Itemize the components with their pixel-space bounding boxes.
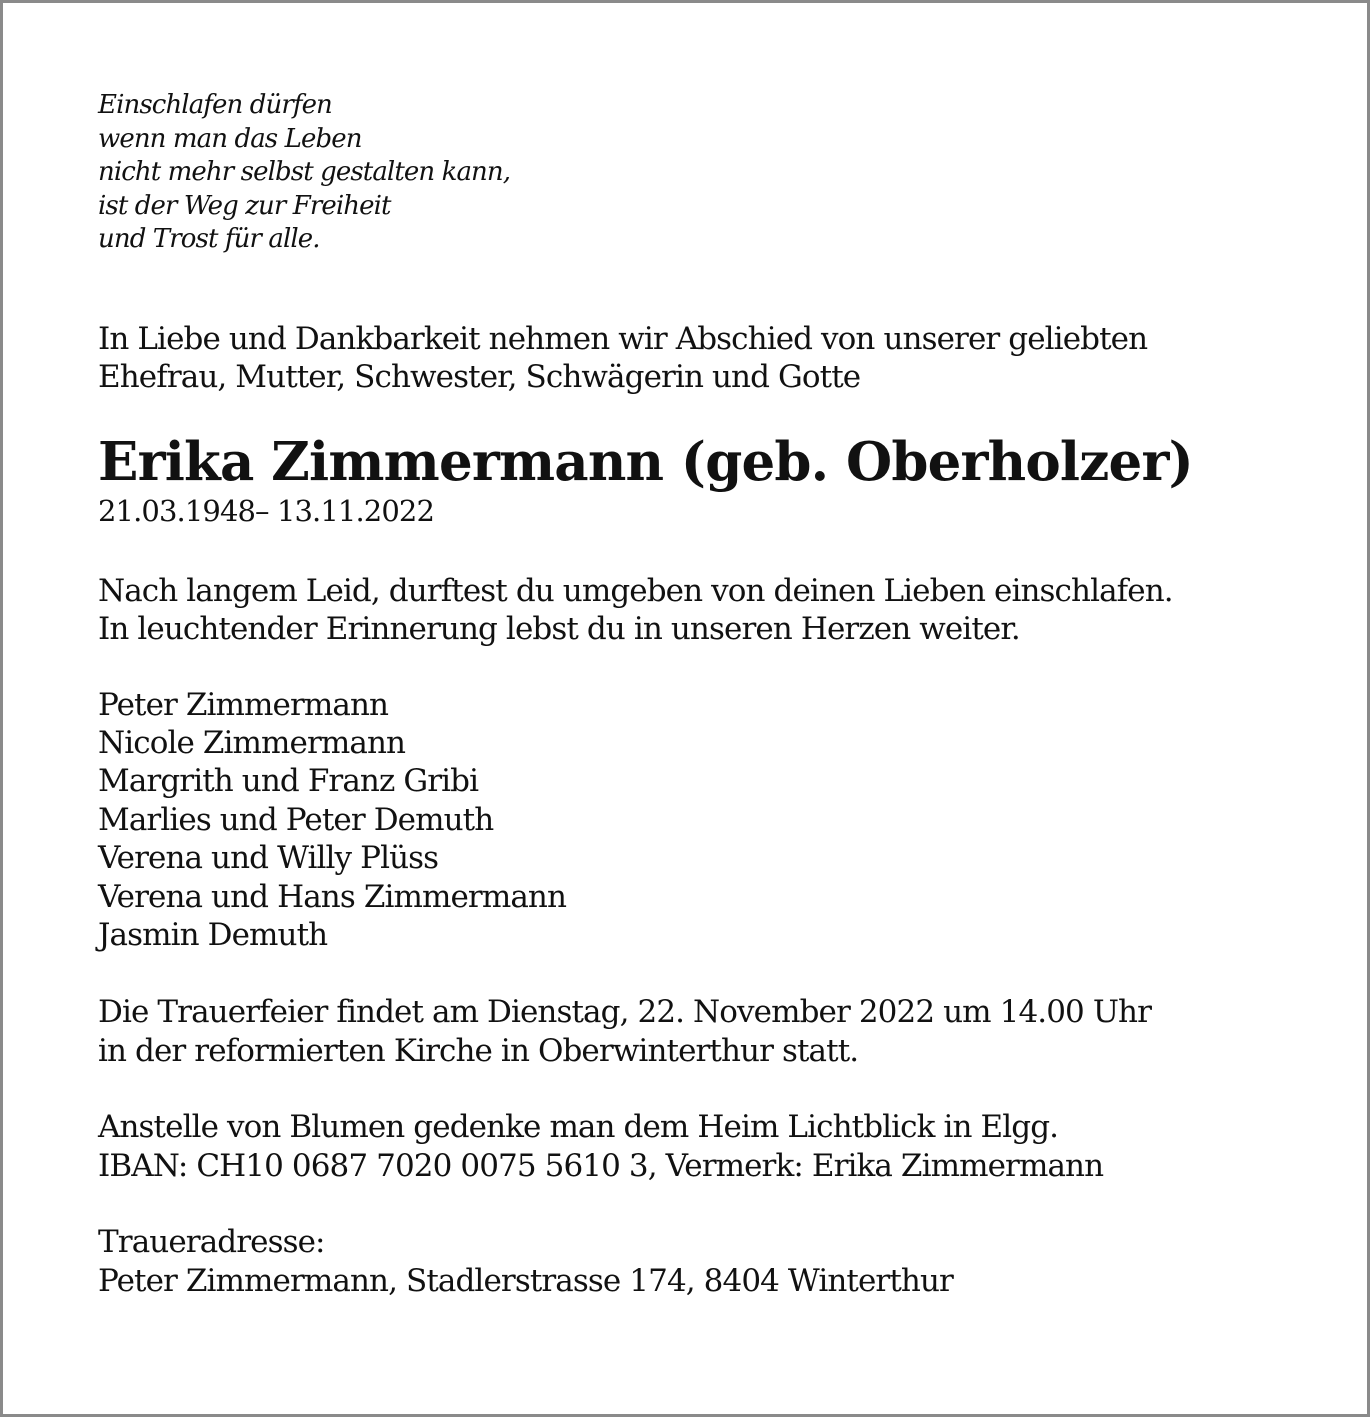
donation-info: [98, 1108, 1318, 1185]
deceased-name: Erika Zimmermann (geb. Oberholzer): [98, 430, 1193, 493]
family-member: Marlies und Peter Demuth: [98, 801, 494, 838]
family-member: Peter Zimmermann: [98, 686, 389, 723]
message-line: In leuchtender Erinnerung lebst du in unseren Herzen weiter.: [98, 611, 1020, 647]
family-member: Margrith und Franz Gribi: [98, 763, 479, 800]
poem-line: wenn man das Leben: [98, 123, 362, 154]
funeral-service-info: [98, 993, 1318, 1070]
donation-line: Anstelle von Blumen gedenke man dem Heim Lichtblick in Elgg.: [98, 1109, 1059, 1146]
poem-line: und Trost für alle.: [98, 224, 320, 254]
mourning-address: [98, 1223, 1318, 1300]
family-member: Jasmin Demuth: [98, 916, 328, 953]
obituary-content: [98, 89, 1318, 1300]
intro-line: In Liebe und Dankbarkeit nehmen wir Abschied von unserer geliebten: [98, 320, 1148, 357]
poem-line: Einschlafen dürfen: [98, 90, 332, 120]
family-member: Nicole Zimmermann: [98, 724, 406, 761]
family-member: Verena und Willy Plüss: [98, 840, 439, 877]
address-label: Traueradresse:: [98, 1224, 325, 1261]
message-line: Nach langem Leid, durftest du umgeben von deinen Lieben einschlafen.: [98, 572, 1173, 609]
life-dates: 21.03.1948– 13.11.2022: [98, 493, 435, 528]
farewell-message: [98, 572, 1318, 649]
intro-text: [98, 320, 1318, 397]
family-member: Verena und Hans Zimmermann: [98, 878, 567, 915]
service-line: in der reformierten Kirche in Oberwinterthur statt.: [98, 1032, 859, 1069]
service-line: Die Trauerfeier findet am Dienstag, 22. November 2022 um 14.00 Uhr: [98, 994, 1152, 1031]
poem: [98, 89, 1318, 257]
intro-line: Ehefrau, Mutter, Schwester, Schwägerin und Gotte: [98, 359, 861, 395]
family-list: [98, 686, 1318, 955]
poem-line: nicht mehr selbst gestalten kann,: [98, 157, 511, 187]
address-value: Peter Zimmermann, Stadlerstrasse 174, 8404 Winterthur: [98, 1262, 953, 1299]
donation-iban: IBAN: CH10 0687 7020 0075 5610 3, Vermerk: Erika Zimmermann: [98, 1147, 1104, 1184]
poem-line: ist der Weg zur Freiheit: [98, 190, 391, 221]
